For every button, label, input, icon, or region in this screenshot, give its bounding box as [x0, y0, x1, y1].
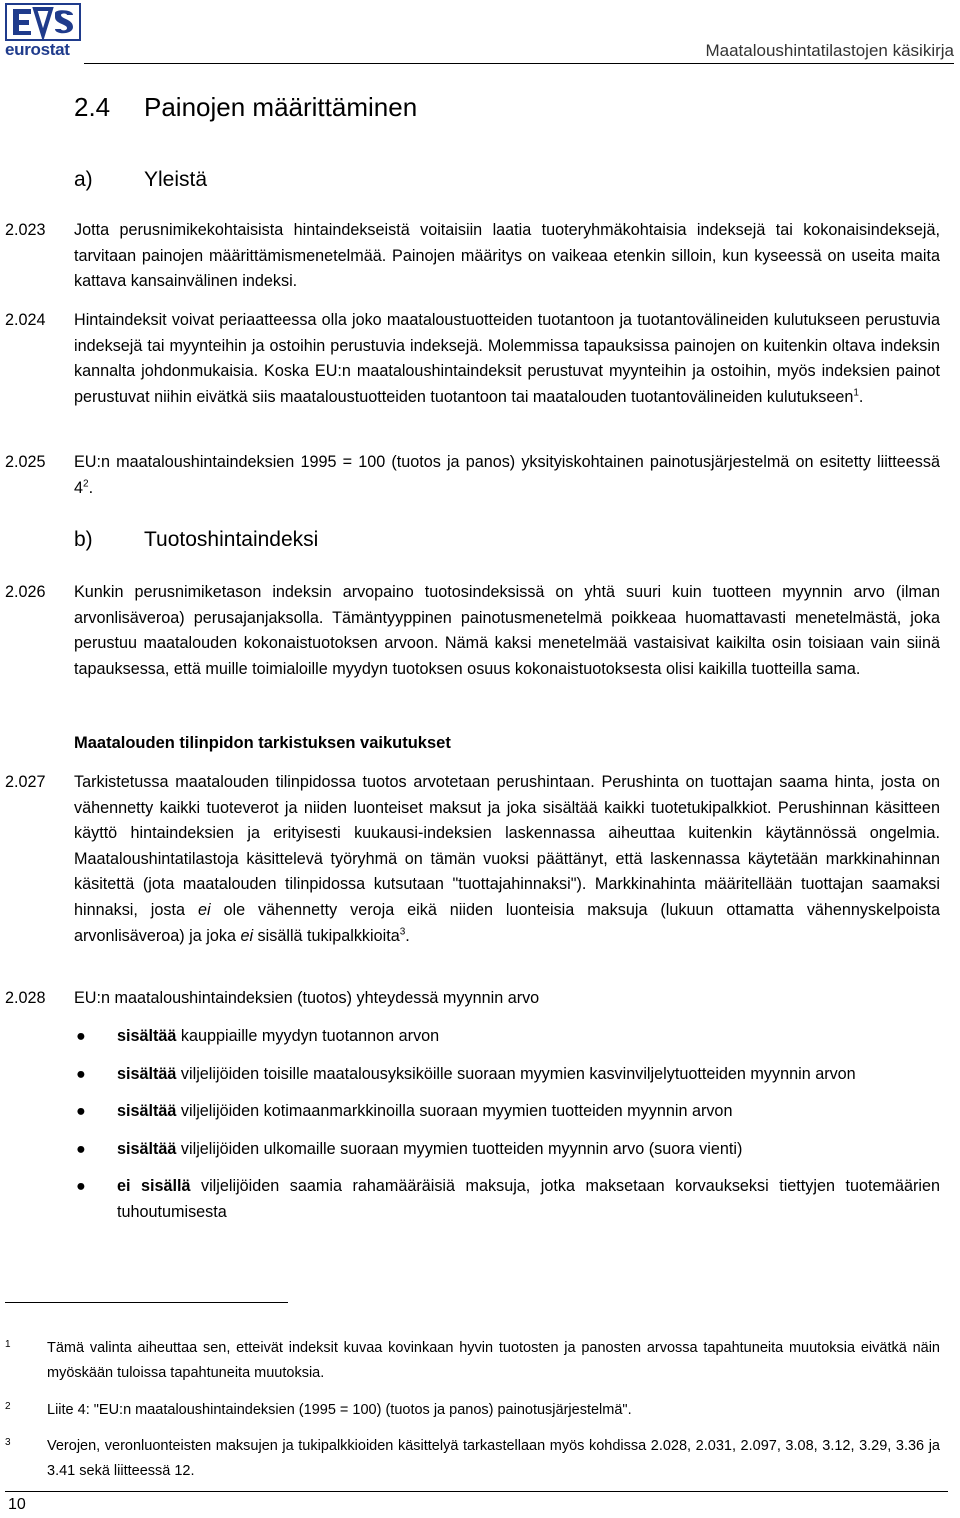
list-item-text: viljelijöiden kotimaanmarkkinoilla suoraan myymien tuotteiden myynnin arvon [176, 1102, 733, 1121]
paragraph-text: Kunkin perusnimiketason indeksin arvopaino tuotosindeksissä on yhtä suuri kuin tuotteen myynnin arvo (ilman arvonlisäveroa) perusajanjaksolla. Tämäntyyppinen painotusmenetelmä poikkeaa huomattavasti menetelmästä, joka perustuu maatalouden kokonaistuotoksen arvoon. Nämä kaksi menetelmää vastaisivat kaikilta osin toisiaan vain siinä tapauksessa, että muille toimialoille myydyn tuotoksen osuus kokonaistuotoksesta olisi kaikilla tuotteilla sama. [74, 583, 940, 678]
section-title: Painojen määrittäminen [144, 92, 418, 122]
list-item-text: kauppiaille myydyn tuotannon arvon [176, 1027, 440, 1045]
list-item [74, 1099, 940, 1125]
footnote-divider [5, 1302, 288, 1303]
handbook-title: Maataloushintatilastojen käsikirja [705, 41, 954, 60]
subsection-heading: Maatalouden tilinpidon tarkistuksen vaikutukset [74, 734, 451, 752]
list-item [74, 1174, 940, 1225]
paragraph-body-1: Tarkistetussa maatalouden tilinpidossa tuotos arvotetaan perushintaan. Perushinta on tuottajan saama hinta, josta on vähennetty kaikki tuoteverot ja niiden luonteiset maksut ja joka sisältää kaikki tuotetukipalkkiot. Perushinnan käsitteen käyttö hintaindeksien ja erityisesti kuukausi-indeksien laskennassa aiheuttaa kuitenkin käytännössä ongelmia. Maataloushintatilastoja käsittelevä työryhmä on tämän vuoksi päättänyt, että laskennassa käytetään markkinahinnan käsitettä (jota maatalouden tilinpidossa kutsutaan "tuottajahinnaksi"). Markkinahinta määritellään tuottajan saamaksi hinnaksi, josta [74, 773, 940, 919]
footnote-text: Tämä valinta aiheuttaa sen, etteivät indeksit kuvaa kovinkaan hyvin tuotosten ja panosten arvossa tapahtuneita muutoksia eivätkä näin myöskään tuloissa tapahtuneita muutoksia. [47, 1340, 940, 1381]
footnote-ref-1: 1 [853, 387, 859, 399]
subheading-a-letter: a) [74, 168, 93, 191]
paragraph-2026 [0, 580, 940, 682]
list-item [74, 1024, 940, 1050]
footnote-text: Liite 4: "EU:n maataloushintaindeksien (1995 = 100) (tuotos ja panos) painotusjärjestelmä". [47, 1402, 632, 1418]
paragraph-number: 2.025 [5, 453, 46, 471]
paragraph-number: 2.023 [5, 221, 46, 239]
paragraph-text [74, 770, 940, 949]
footnote-number: 2 [5, 1401, 11, 1412]
footnote-text: Verojen, veronluonteisten maksujen ja tukipalkkioiden käsittelyä tarkastellaan myös kohdissa 2.028, 2.031, 2.097, 3.08, 3.12, 3.29, 3.36 ja 3.41 sekä liitteessä 12. [47, 1438, 940, 1479]
emphasis-ei: ei [240, 926, 254, 945]
paragraph-text [74, 308, 940, 410]
list-item-text: viljelijöiden ulkomaille suoraan myymien tuotteiden myynnin arvo (suora vienti) [176, 1139, 743, 1158]
paragraph-text: Jotta perusnimikekohtaisista hintaindekseistä voitaisiin laatia tuoteryhmäkohtaisia indeksejä tai kokonaisindeksejä, tarvitaan painojen määrittämismenetelmää. Painojen määritys on vaikeaa etenkin silloin, kun kyseessä on useita maita kattava kansainvälinen indeksi. [74, 221, 940, 291]
footer-divider [5, 1491, 948, 1492]
paragraph-end: . [405, 926, 410, 945]
paragraph-end: . [88, 478, 94, 497]
section-number: 2.4 [74, 92, 111, 122]
header-divider [84, 63, 954, 64]
eurostat-logo-text: eurostat [5, 40, 70, 59]
list-item-keyword: sisältää [117, 1102, 177, 1121]
paragraph-2023 [0, 218, 940, 295]
bullet-list [74, 1024, 940, 1226]
subheading-a-title: Yleistä [144, 168, 208, 191]
list-item-text: viljelijöiden toisille maatalousyksiköille suoraan myymien kasvinviljelytuotteiden myynnin arvon [176, 1064, 856, 1083]
paragraph-number: 2.027 [5, 773, 46, 791]
footnote-1 [0, 1336, 940, 1386]
emphasis-ei: ei [197, 900, 211, 919]
paragraph-2025 [0, 450, 940, 501]
section-heading [74, 92, 417, 123]
list-item-keyword: sisältää [117, 1064, 177, 1083]
paragraph-number: 2.026 [5, 583, 46, 601]
list-item [74, 1062, 940, 1088]
list-item-keyword: sisältää [117, 1139, 177, 1158]
paragraph-body: EU:n maataloushintaindeksien 1995 = 100 (tuotos ja panos) yksityiskohtainen painotusjärjestelmä on esitetty liitteessä 4 [74, 453, 940, 497]
footnote-number: 3 [5, 1437, 11, 1448]
paragraph-2028 [0, 986, 940, 1012]
bullet-icon: ● [76, 1102, 86, 1121]
subheading-b-title: Tuotoshintaindeksi [144, 528, 319, 551]
subheading-b [74, 528, 318, 552]
footnote-ref-3: 3 [399, 926, 406, 938]
eurostat-logo-mark [5, 3, 81, 41]
paragraph-body-2: ole vähennetty veroja eikä niiden luonteisia maksuja (lukuun ottamatta vähennyskelpoista arvonlisäveroa) ja joka [74, 900, 940, 945]
eurostat-logo [5, 3, 83, 57]
paragraph-2024 [0, 308, 940, 410]
bullet-icon: ● [76, 1064, 86, 1083]
footnote-number: 1 [5, 1339, 11, 1350]
footnote-ref-2: 2 [83, 478, 89, 490]
footnote-3 [0, 1434, 940, 1484]
paragraph-body: Hintaindeksit voivat periaatteessa olla joko maataloustuotteiden tuotantoon ja tuotantovälineiden kulutukseen perustuvia indeksejä tai myynteihin ja ostoihin perustuvia indeksejä. Molemmissa tapauksissa painojen on kuitenkin oltava indeksin kannalta johdonmukaisia. Koska EU:n maataloushintaindeksit perustuvat myynteihin ja ostoihin, myös indeksien painot perustuvat niihin eivätkä siis maataloustuotteiden tuotantoon tai maatalouden tuotantovälineiden kulutukseen [74, 311, 940, 406]
subheading-a [74, 168, 207, 192]
paragraph-2027 [0, 770, 940, 949]
bullet-icon: ● [76, 1177, 86, 1196]
list-item [74, 1137, 940, 1163]
list-item-text: viljelijöiden saamia rahamääräisiä maksuja, jotka maksetaan korvaukseksi tiettyjen tuotemäärien tuhoutumisesta [117, 1177, 940, 1221]
bullet-icon: ● [76, 1027, 86, 1045]
bullet-icon: ● [76, 1139, 86, 1158]
subheading-b-letter: b) [74, 528, 93, 551]
list-item-keyword: ei sisällä [117, 1177, 191, 1196]
paragraph-text: EU:n maataloushintaindeksien (tuotos) yhteydessä myynnin arvo [74, 989, 540, 1007]
footnote-2 [0, 1398, 940, 1423]
paragraph-number: 2.028 [5, 989, 46, 1007]
paragraph-text [74, 450, 940, 501]
list-item-keyword: sisältää [117, 1027, 177, 1045]
paragraph-end: . [858, 387, 864, 406]
paragraph-body-3: sisällä tukipalkkioita [253, 926, 400, 945]
paragraph-number: 2.024 [5, 311, 46, 329]
page-number: 10 [8, 1496, 26, 1513]
